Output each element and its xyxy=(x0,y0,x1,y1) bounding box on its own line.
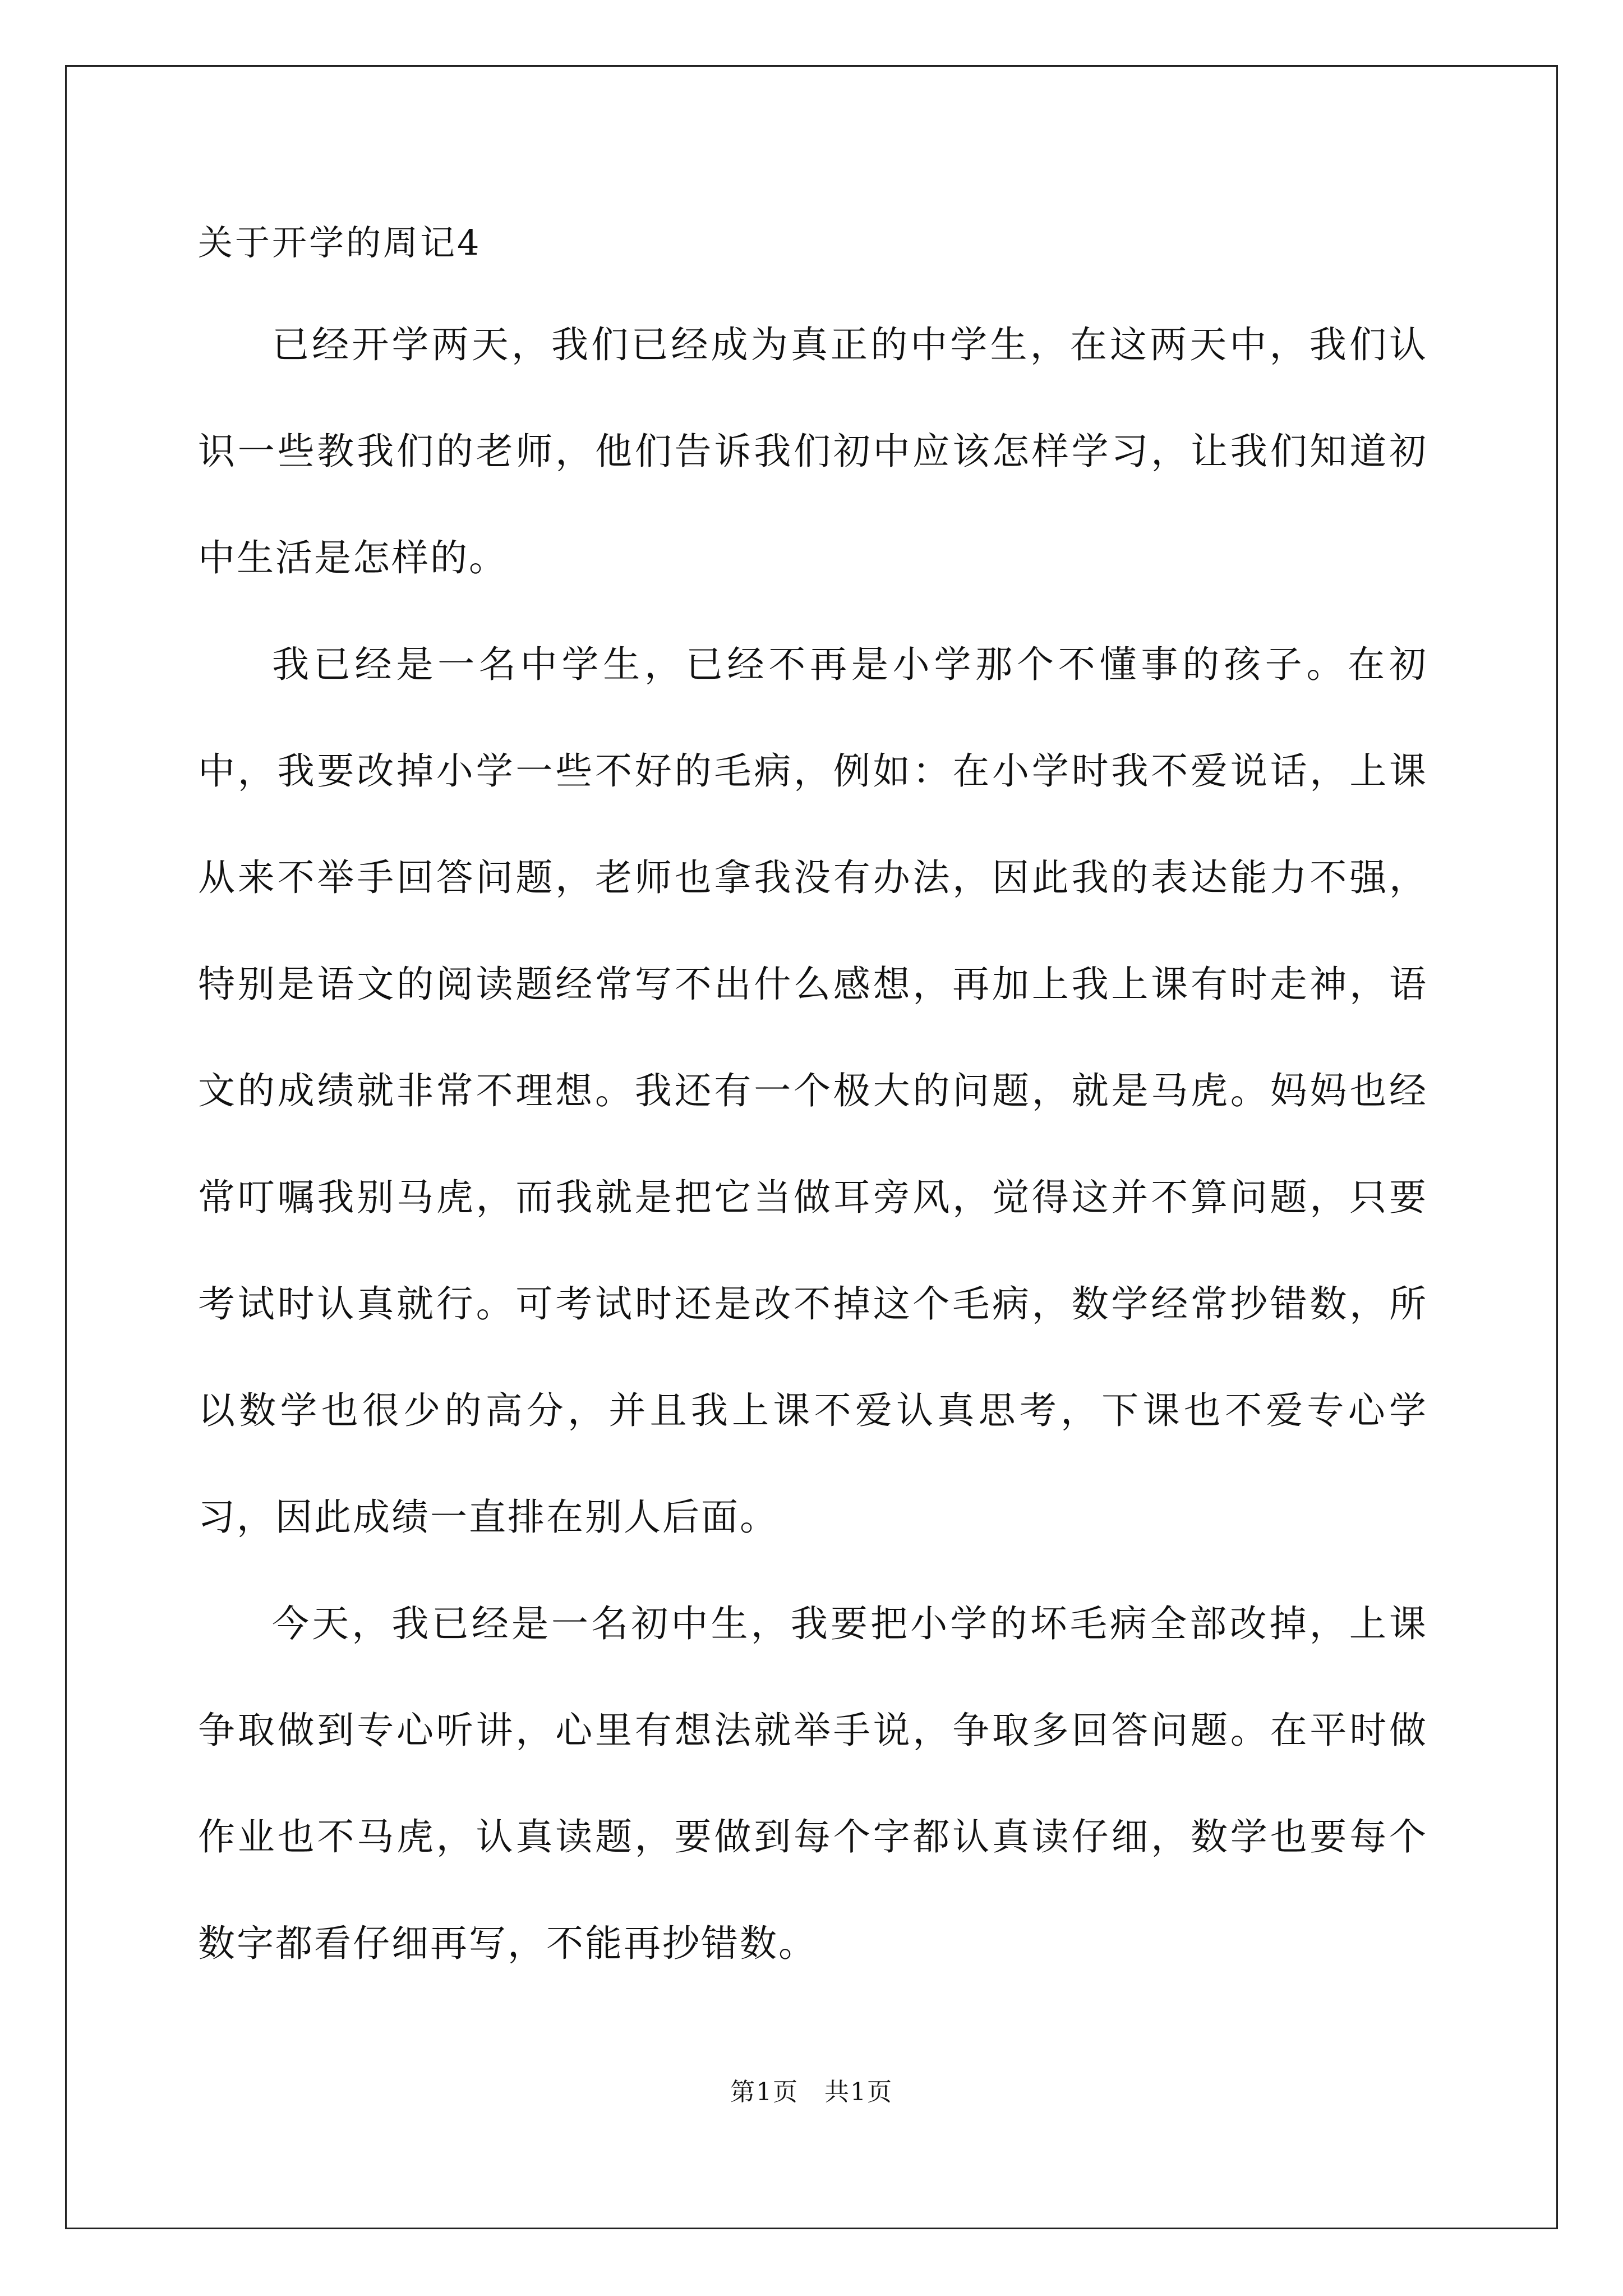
page-number-footer: 第1页 共1页 xyxy=(730,2078,893,2106)
document-body xyxy=(198,292,1428,1997)
paragraph-2: 我已经是一名中学生，已经不再是小学那个不懂事的孩子。在初中，我要改掉小学一些不好的毛病，例如：在小学时我不爱说话，上课从来不举手回答问题，老师也拿我没有办法，因此我的表达能力不强，特别是语文的阅读题经常写不出什么感想，再加上我上课有时走神，语文的成绩就非常不理想。我还有一个极大的问题，就是马虎。妈妈也经常叮嘱我别马虎，而我就是把它当做耳旁风，觉得这并不算问题，只要考试时认真就行。可考试时还是改不掉这个毛病，数学经常抄错数，所以数学也很少的高分，并且我上课不爱认真思考，下课也不爱专心学习，因此成绩一直排在别人后面。 xyxy=(198,643,1428,1539)
document-title: 关于开学的周记4 xyxy=(198,222,482,263)
paragraph-1: 已经开学两天，我们已经成为真正的中学生，在这两天中，我们认识一些教我们的老师，他们告诉我们初中应该怎样学习，让我们知道初中生活是怎样的。 xyxy=(198,323,1428,579)
paragraph-3: 今天，我已经是一名初中生，我要把小学的坏毛病全部改掉，上课争取做到专心听讲，心里有想法就举手说，争取多回答问题。在平时做作业也不马虎，认真读题，要做到每个字都认真读仔细，数学也要每个数字都看仔细再写，不能再抄错数。 xyxy=(198,1602,1428,1965)
